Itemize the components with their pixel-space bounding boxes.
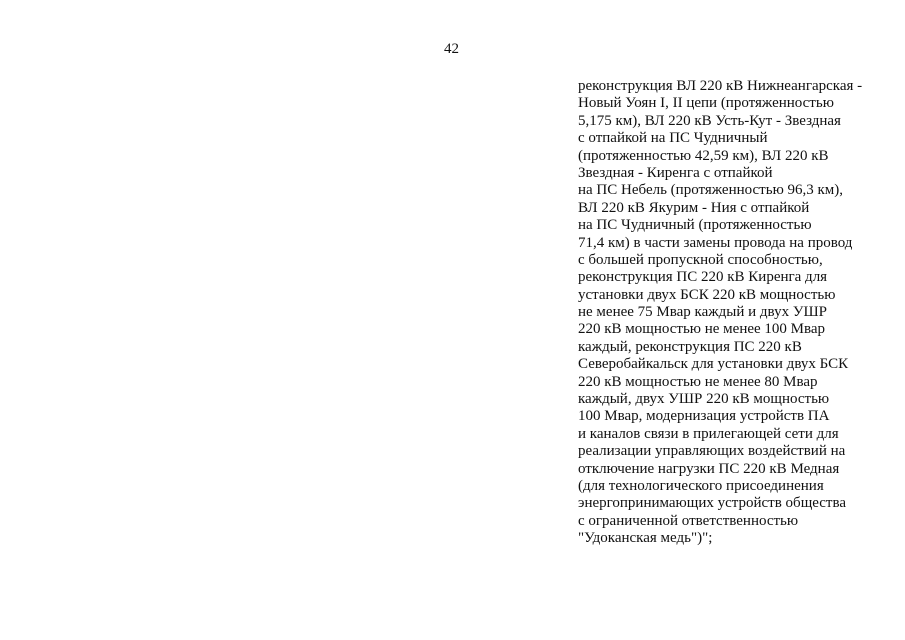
text-line: Новый Уоян I, II цепи (протяженностью <box>578 95 834 112</box>
text-line: с большей пропускной способностью, <box>578 251 823 268</box>
text-line: каждый, реконструкция ПС 220 кВ <box>578 338 802 355</box>
text-line: реконструкция ВЛ 220 кВ Нижнеангарская - <box>578 78 863 94</box>
text-line: с ограниченной ответственностью <box>578 512 799 529</box>
text-line: не менее 75 Мвар каждый и двух УШР <box>578 304 827 321</box>
text-line: 5,175 км), ВЛ 220 кВ Усть-Кут - Звездная <box>578 112 841 129</box>
text-line: на ПС Чудничный (протяженностью <box>578 217 812 234</box>
page-number: 42 <box>444 41 459 57</box>
text-line: 220 кВ мощностью не менее 80 Мвар <box>578 373 818 390</box>
text-line: реконструкция ПС 220 кВ Киренга для <box>578 269 828 286</box>
text-line: 220 кВ мощностью не менее 100 Мвар <box>578 321 826 338</box>
text-line: 71,4 км) в части замены провода на провод <box>578 234 853 251</box>
text-line: энергопринимающих устройств общества <box>578 495 847 512</box>
text-line: с отпайкой на ПС Чудничный <box>578 130 768 147</box>
text-line: "Удоканская медь")"; <box>578 530 713 547</box>
text-line: отключение нагрузки ПС 220 кВ Медная <box>578 460 840 477</box>
text-line: на ПС Небель (протяженностью 96,3 км), <box>578 182 844 199</box>
text-line: (протяженностью 42,59 км), ВЛ 220 кВ <box>578 147 829 164</box>
body-text <box>578 78 898 548</box>
text-line: 100 Мвар, модернизация устройств ПА <box>578 408 830 425</box>
text-line: Северобайкальск для установки двух БСК <box>578 356 849 373</box>
text-line: установки двух БСК 220 кВ мощностью <box>578 286 836 303</box>
text-line: и каналов связи в прилегающей сети для <box>578 425 839 442</box>
text-line: каждый, двух УШР 220 кВ мощностью <box>578 391 830 408</box>
text-line: Звездная - Киренга с отпайкой <box>578 164 773 181</box>
text-line: реализации управляющих воздействий на <box>578 443 846 460</box>
text-line: ВЛ 220 кВ Якурим - Ния с отпайкой <box>578 199 810 216</box>
text-line: (для технологического присоединения <box>578 477 824 494</box>
